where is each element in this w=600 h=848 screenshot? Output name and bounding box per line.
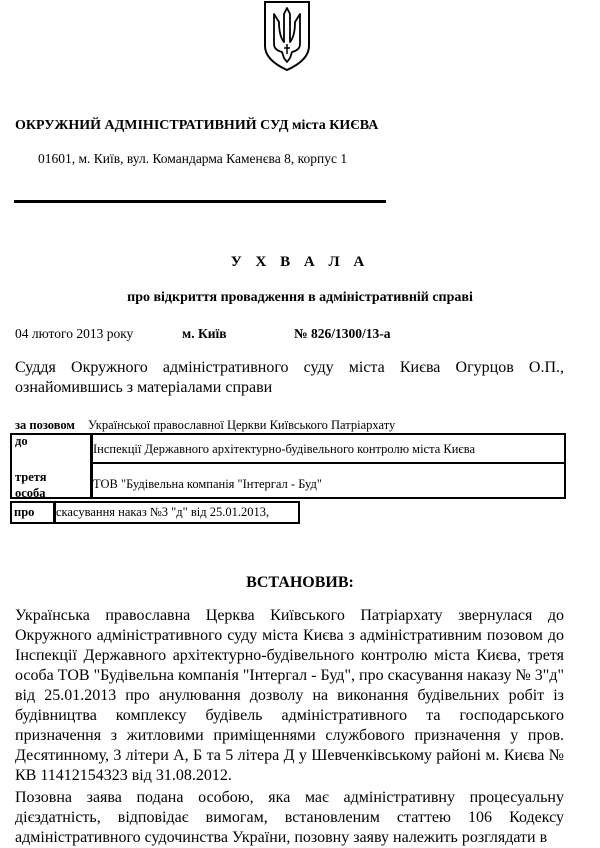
claimant-value: Української православної Церкви Київського Патріархату <box>88 418 396 432</box>
claimant-label: за позовом <box>15 418 75 432</box>
header-divider <box>14 200 386 203</box>
document-date: 04 лютого 2013 року <box>15 326 134 341</box>
paragraph-established: Українська православна Церква Київського Патріархату звернулася до Окружного адміністративного суду міста Києва з адміністративним позовом до Інспекції Державного архітектурно-будівельного контролю міста Києва, третя особа ТОВ "Будівельна компанія "Інтергал - Буд", про скасування наказу № 3"д" від 25.01.2013 про анулювання дозволу на виконання будівельних робіт із будівництва комплексу будівель адміністративного та господарського призначення з житловими приміщеннями службового призначення у пров. Десятинному, 3 літери А, Б та 5 літера Д у Шевченківському районі м. Києва № КВ 11412154323 від 31.08.2012. <box>15 607 564 784</box>
trident-emblem-icon <box>262 0 312 72</box>
case-number: № 826/1300/13-а <box>294 326 391 341</box>
document-subtitle: про відкриття провадження в адміністративній справі <box>127 290 473 305</box>
subject-value: скасування наказ №3 "д" від 25.01.2013, <box>56 505 270 519</box>
subject-label: про <box>14 505 35 519</box>
court-address: 01601, м. Київ, вул. Командарма Каменєва 8, корпус 1 <box>38 151 348 166</box>
judge-paragraph: Суддя Окружного адміністративного суду міста Києва Огурцов О.П., ознайомившись з матеріалами справи <box>15 359 564 396</box>
section-title: ВСТАНОВИВ: <box>246 574 354 591</box>
third-party-label <box>15 469 57 501</box>
document-title: У Х В А Л А <box>230 254 370 270</box>
defendant-label: до <box>15 434 28 448</box>
defendant-value: Інспекції Державного архітектурно-будівельного контролю міста Києва <box>93 442 476 456</box>
parties-table-row-divider <box>90 462 564 464</box>
third-party-value: ТОВ "Будівельна компанія "Інтергал - Буд" <box>93 477 322 491</box>
third-party-label-text: третя особа <box>15 470 47 500</box>
document-city: м. Київ <box>182 326 227 341</box>
court-name: ОКРУЖНИЙ АДМІНІСТРАТИВНИЙ СУД міста КИЄВА <box>15 118 379 133</box>
paragraph-claim-filed: Позовна заява подана особою, яка має адміністративну процесуальну дієздатність, відповідає вимогам, встановленим статтею 106 Кодексу адміністративного судочинства України, позовну заяву належить розглядати в <box>15 789 564 846</box>
